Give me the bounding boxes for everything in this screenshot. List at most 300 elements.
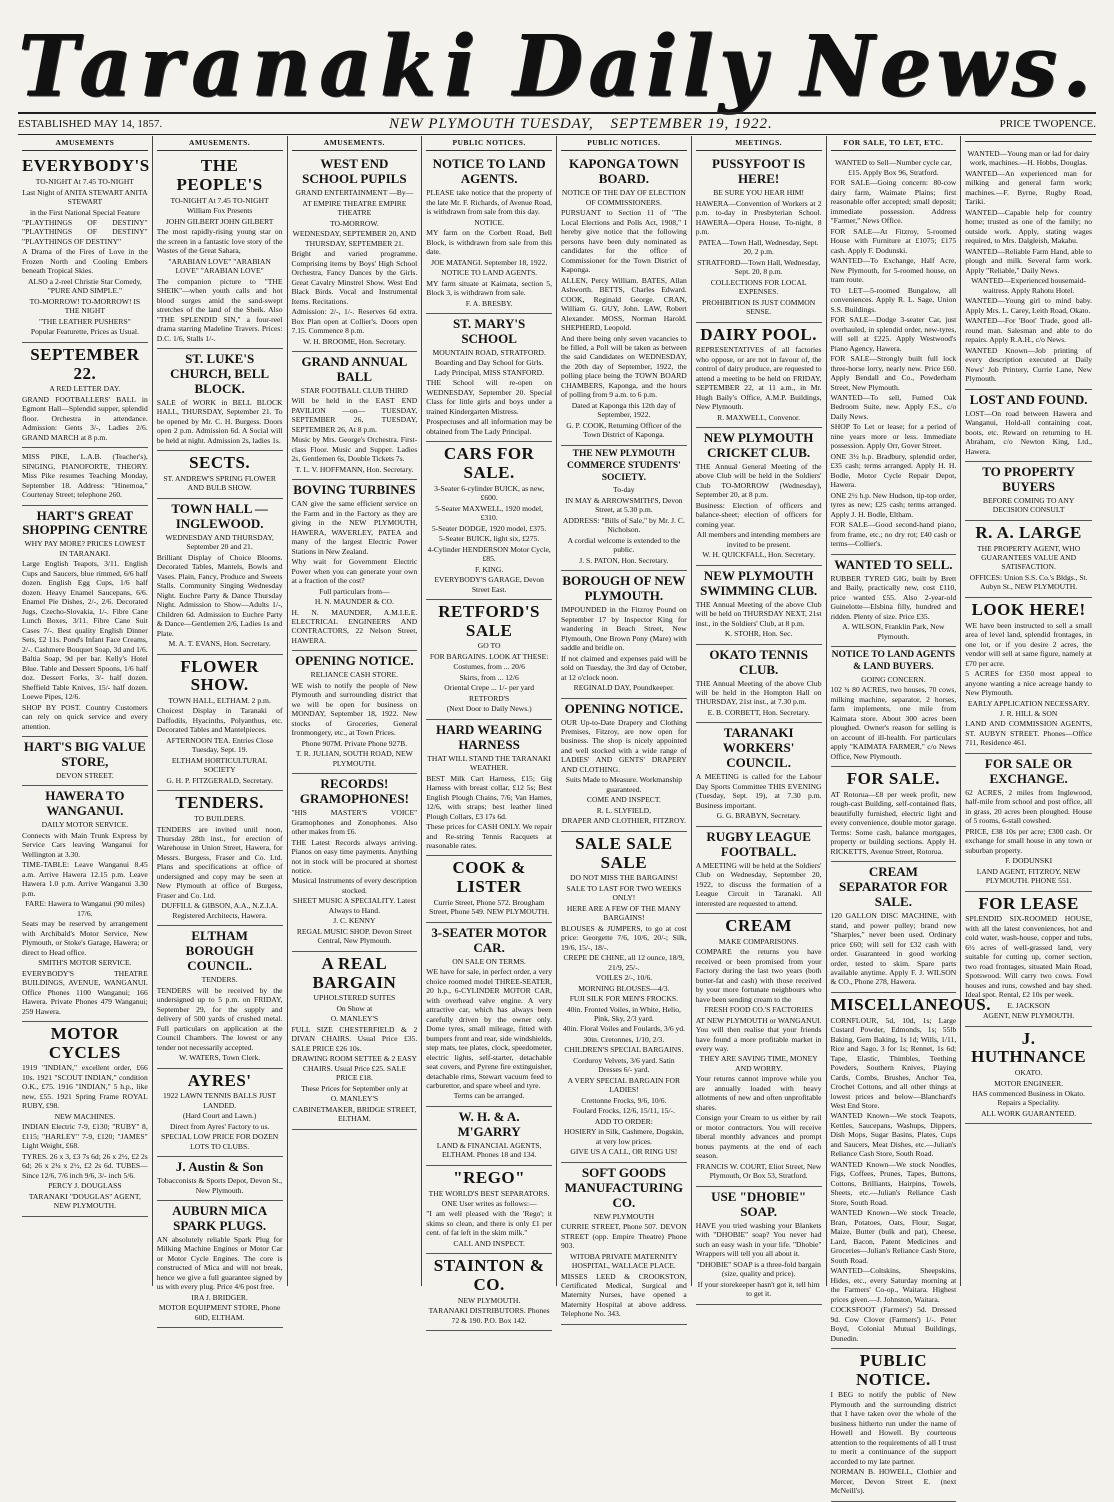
- ad-text: WHY PAY MORE? PRICES LOWEST IN TARANAKI.: [24, 539, 146, 558]
- ad-text: NOTICE TO LAND AGENTS.: [441, 268, 538, 278]
- ad-text: FUJI SILK FOR MEN'S FROCKS.: [569, 994, 679, 1004]
- ad-title: BOVING TURBINES: [293, 482, 416, 498]
- ad-text: GRAND FOOTBALLERS' BALL in Egmont Hall—Splendid supper, splendid floor. Orchestra in attendance. Admission: Gents 3/-, Ladies 2/6. GRAND MARCH at 8 p.m.: [22, 394, 148, 442]
- ad-text: VOILES 2/-, 10/6.: [595, 973, 653, 983]
- ad-text: Popular Featurette, Prices as Usual.: [30, 327, 139, 337]
- advertisement: [157, 1201, 283, 1328]
- ad-title: HARD WEARING HARNESS: [435, 721, 543, 752]
- ad-text: CORNFLOUR, 5d, 10d, 1s; Large Custard Powder, Edmonds, 1s; 55lb Baking, Gem Baking, 1s 1d; Wills, 1/11, Rice and Sago, 3 for 1s; Rennet, 1s 6d; Tape, Elastic, Thimbles, Teething Powders, Southern Knives, Playing Cards, Combs, Brushes, Anchor Tea, Crochet Cottons, and all other things at lowest prices and below—Blanchard's West End Store.: [830, 1015, 957, 1110]
- ad-text: A MEETING will be held at the Soldiers' Club on Wednesday, September 20, 1922, to discuss the formation of a League Circuit in Taranaki. All interested are requested to attend.: [695, 860, 822, 908]
- ad-title: "REGO": [453, 1167, 526, 1187]
- date-text: SEPTEMBER 19, 1922.: [610, 115, 773, 132]
- ad-title: MISCELLANEOUS.: [830, 994, 992, 1014]
- ad-text: HOSIERY in Silk, Cashmere, Dogskin, at very low prices.: [564, 1127, 684, 1146]
- ad-text: 40in. Fronted Voiles, in White, Helio, Pink, Sky, 2/3 yard.: [566, 1004, 681, 1023]
- ad-text: NEW PLYMOUTH: [593, 1211, 655, 1221]
- ad-text: THE PROPERTY AGENT, WHO GUARANTEES VALUE AND SATISFACTION.: [977, 543, 1081, 572]
- advertisement: [426, 154, 552, 314]
- advertisement: [561, 699, 687, 832]
- advertisement: [965, 1027, 1092, 1125]
- ad-text: WE wish to notify the people of New Plymouth and surrounding district that we will be open for business on MONDAY, September 18, 1922. New stocks of Groceries, General Ironmongery, etc., at Town Prices.: [291, 680, 418, 738]
- ad-text: MISS PIKE, L.A.B. (Teacher's), SINGING, PIANOFORTE, THEORY. Miss Pike resumes Teaching Monday, September 18. Address: "Hinemoa," Courtenay Street; telephone 260.: [22, 452, 148, 500]
- advertisement: [561, 832, 687, 1163]
- ad-text: THE Latest Records always arriving. Pianos on easy time payments. Anything not in stock will be procured at shortest notice.: [291, 837, 418, 875]
- ad-text: COLLECTIONS FOR LOCAL EXPENSES.: [710, 277, 807, 297]
- ad-text: TOWN HALL, ELTHAM. 2 p.m.: [168, 695, 271, 705]
- ad-text: FOR SALE—Going concern: 80-cow dairy farm, Waimate Plains; first reasonable offer accepted; small deposit; immediate possession. Address "Farmer," News Office.: [830, 178, 957, 226]
- ad-title: HART'S GREAT SHOPPING CENTRE: [22, 507, 148, 538]
- advertisement: [965, 390, 1092, 462]
- ad-text: PRICE, £38 10s per acre; £300 cash. Or exchange for small house in any town or suburban property.: [965, 826, 1092, 855]
- ad-text: REGINALD DAY, Poundkeeper.: [573, 683, 675, 693]
- ad-text: SHEET MUSIC A SPECIALITY. Latest Always to Hand.: [293, 896, 416, 915]
- ad-text: FOR SALE—At Fitzroy, 5-roomed House with Furniture at £1075; £175 cash. Apply F. Dodunski.: [830, 226, 957, 255]
- ad-text: SPECIAL LOW PRICE FOR DOZEN LOTS TO CLUBS.: [160, 1132, 279, 1151]
- ad-text: BEFORE COMING TO ANY DECISION CONSULT: [982, 495, 1075, 515]
- ad-text: AN absolutely reliable Spark Plug for Milking Machine Engines or Motor Car or Motor Cycle Engines. The core is constructed of Mica and will not break, hence we give a full guarantee signed by us with every plug. Price 4/6 post free.: [156, 1234, 283, 1292]
- ad-text: GRAND ENTERTAINMENT —By—: [295, 188, 414, 198]
- ad-title: DAIRY POOL.: [700, 324, 817, 344]
- ad-text: 1922 LAWN TENNIS BALLS JUST LANDED.: [163, 1091, 277, 1110]
- advertisement: [22, 506, 148, 738]
- ad-text: DO NOT MISS THE BARGAINS!: [570, 873, 678, 883]
- ad-title: A REAL BARGAIN: [312, 953, 397, 992]
- ad-text: DUFFILL & GIBSON, A.A., N.Z.I.A. Registered Architects, Hawera.: [161, 901, 278, 920]
- ad-text: PLEASE take notice that the property of the late Mr. F. Richards, of Avenue Road, is withdrawn from sale from this day.: [426, 188, 552, 217]
- ad-text: HAWERA—Convention of Workers at 2 p.m. to-day in Presbyterian School. HAWERA—Opera House, To-night, 8 p.m.: [695, 198, 822, 237]
- ad-text: ONE User writes as follows:—: [441, 1198, 537, 1208]
- advertisement: [561, 571, 687, 698]
- ad-text: STAR FOOTBALL CLUB THIRD: [300, 385, 408, 395]
- ad-text: SHOP To Let or lease; for a period of nine years more or less. Immediate possession. Apply Orr, Gover Street.: [830, 422, 957, 451]
- ad-text: The most rapidly-rising young star on the screen in a fantastic love story of the Wastes of the Great Sahara,: [156, 227, 283, 256]
- ad-text: A. WILSON, Franklin Park, New Plymouth.: [842, 622, 945, 641]
- ad-text: WANTED Known—Job printing of every description executed at Daily News' Job Printery, Currie Lane, New Plymouth.: [965, 345, 1092, 384]
- ad-text: FOR BARGAINS. LOOK AT THESE:: [429, 651, 549, 661]
- advertisement: [292, 651, 418, 774]
- advertisement: [22, 343, 148, 448]
- advertisement: [831, 647, 957, 767]
- ad-text: WANTED—Capable help for country home; trusted as one of the family; no outside work. Apply, stating wages required, to Mrs. Dalgleish, Makahu.: [965, 207, 1092, 246]
- ad-text: WE have for sale, in perfect order, a very choice roomed model THREE-SEATER, 20 h.p., 6-CYLINDER MOTOR CAR, with overhead valve engine. A very attractive car, which has always been carefully driven by the owner only. Dome tyres, small mileage, fitted with bumpers front and rear, side windshields, step mats, tee plates, clock, speedometer, electric lights, self-starter, detachable seat covers, and Pyrene fire extinguisher, detachable rims, Stewart vacuum feed to carburettor, and spare wheel and tyre.: [426, 967, 552, 1090]
- ad-text: GIVE US A CALL, OR RING US!: [570, 1147, 678, 1157]
- ad-text: 40in. Floral Voiles and Foulards, 3/6 yd.: [562, 1024, 686, 1034]
- ad-text: Seats may be reserved by arrangement with Archibald's Motor Service, New Plymouth, or Stoke's Garage, Hawera; or direct to Head office.: [22, 919, 148, 957]
- newspaper-column: [422, 136, 557, 1325]
- ad-text: COMPARE the returns you have received or been promised from your Factory during the last two years (both butter-fat and cash) with those received by your more fortunate neighbours who have been sending cream to the: [695, 947, 822, 1004]
- ad-text: Dated at Kaponga this 12th day of September, 1922.: [571, 400, 676, 420]
- ad-title: OKATO TENNIS CLUB.: [709, 646, 808, 677]
- ad-text: OFFICES: Union S.S. Co.'s Bldgs., St. Aubyn St., NEW PLYMOUTH.: [969, 572, 1088, 592]
- ad-text: BE SURE YOU HEAR HIM!: [713, 188, 805, 198]
- masthead: [18, 14, 1096, 116]
- ad-title: RECORDS! GRAMOPHONES!: [299, 776, 409, 807]
- ad-text: Full particulars from—: [319, 586, 390, 596]
- ad-text: FOR SALE—Good second-hand piano, from frame, etc.; no dry rot; £40 cash or terms—Collier's.: [830, 520, 957, 549]
- ad-title: FOR LEASE: [978, 893, 1079, 913]
- issue-date: [383, 116, 779, 133]
- ad-text: Musical Instruments of every description stocked.: [291, 876, 417, 895]
- ad-title: OPENING NOTICE.: [564, 700, 684, 716]
- ad-text: "ARABIAN LOVE" "ARABIAN LOVE" "ARABIAN LOVE": [168, 256, 271, 276]
- ad-text: These prices for CASH ONLY. We repair and Re-string Tennis Racquets at reasonable rates.: [426, 822, 552, 850]
- advertisement: [292, 480, 418, 651]
- ad-title: TO PROPERTY BUYERS: [982, 463, 1076, 494]
- advertisement: [831, 1349, 957, 1502]
- advertisement: [696, 645, 822, 724]
- ad-text: 5-Seater DODGE, 1920 model, £375.: [431, 523, 547, 533]
- ad-title: SECTS.: [189, 453, 251, 473]
- ad-text: H. N. MAUNDER & CO.: [314, 597, 394, 607]
- advertisement: [830, 993, 992, 1349]
- ad-text: WANTED—Reliable Farm Hand, able to plough and milk. Several farm work. Apply "Reliable," Daily News.: [965, 246, 1092, 275]
- ad-text: WANTED—An experienced man for milking and general farm work; machines.—F. Byrne, Rugby Road, Tariki.: [965, 168, 1092, 207]
- ad-text: E. JACKSON: [1007, 1000, 1050, 1010]
- ad-title: SEPTEMBER 22.: [30, 344, 140, 383]
- ad-text: LOST—On road between Hawera and Wanganui, Hold-all containing coat, boots, etc. Reward on returning to H. Abraham, c/o Newton King, Ltd., Hawera.: [965, 408, 1092, 456]
- ad-text: WANTED—Coltskins, Sheepskins, Hides, etc., every Saturday morning at the Farmers' Co-op., Waitara. Highest prices given.—J. Johnston, Waitara.: [830, 1266, 957, 1304]
- ad-text: J. R. HILL & SON: [999, 708, 1058, 718]
- ad-text: Costumes, from ... 20/6: [453, 662, 525, 672]
- advertisement: [831, 862, 957, 993]
- ad-text: SPLENDID SIX-ROOMED HOUSE, with all the latest conveniences, hot and cold water, wash-house, copper and tubs, 6½ acres of well-grassed land, very suitable for cutting up, corner section, two road frontages, situated Main Road, Spotswood. Will carry two cows. Fowl houses and runs, cowshed and bay shed. Ideal spot. Rental, £2 10s per week.: [965, 914, 1092, 1000]
- ad-text: G. P. COOK, Returning Officer of the Town District of Kaponga.: [566, 420, 682, 440]
- advertisement: [696, 1187, 822, 1305]
- advertisement: [831, 767, 957, 862]
- masthead-title-word: Daily: [512, 16, 772, 116]
- ad-text: STRATFORD—Town Hall, Wednesday, Sept. 20, 8 p.m.: [697, 257, 821, 277]
- advertisement: [696, 723, 822, 826]
- ad-text: RELIANCE CASH STORE.: [310, 670, 399, 680]
- newspaper-column: [153, 136, 288, 1322]
- ad-text: in the First National Special Feature: [29, 207, 140, 217]
- ad-text: TO-NIGHT At 7.45 TO-NIGHT: [170, 195, 269, 205]
- advertisement: [292, 774, 418, 952]
- ad-text: AT NEW PLYMOUTH or WANGANUI. You will then realise that your friends have found a more profitable market in every way.: [695, 1015, 822, 1053]
- ad-text: PURSUANT to Section 11 of "The Local Elections and Polls Act, 1908," I hereby give notice that the following persons have been duly nominated as candidates for the office of Commissioner for the Town District of Kaponga.: [561, 208, 687, 275]
- ad-text: TENDERS are invited until noon, Thursday 28th inst., for erection of Warehouse in Union Street, Hawera, for Messrs. Burgess, Fraser and Co. Ltd. Plans and specifications at office of undersigned and copy may be seen at New Plymouth at office of Burgess, Fraser and Co. Ltd.: [156, 824, 283, 900]
- ad-text: Currie Street, Phone 572. Brougham Street, Phone 549. NEW PLYMOUTH.: [429, 897, 550, 917]
- advertisement: [965, 521, 1092, 598]
- ad-text: FOR SALE—Strongly built full lock three-horse lorry, nearly new. Price £60. Apply Bendall and Co., Powderham Street, New Plymouth.: [830, 354, 957, 392]
- ad-title: FLOWER SHOW.: [180, 656, 259, 695]
- ad-text: Tobacconists & Sports Depot, Devon St., New Plymouth.: [157, 1176, 283, 1195]
- ad-text: BLOUSES & JUMPERS, to go at cost price: Georgette 7/6, 10/6, 20/-; Silk, 19/6, 15/-, 18/-.: [561, 923, 687, 952]
- ad-text: PROHIBITION IS JUST COMMON SENSE.: [702, 297, 816, 317]
- ad-text: MOTOR EQUIPMENT STORE, Phone 60D, ELTHAM.: [158, 1303, 281, 1322]
- ad-text: REGAL MUSIC SHOP. Devon Street Central, New Plymouth.: [296, 926, 412, 946]
- ad-text: AT EMPIRE THEATRE EMPIRE THEATRE: [302, 198, 407, 218]
- ad-text: "DHOBIE" SOAP is a three-fold bargain (size, quality and price).: [696, 1259, 821, 1279]
- ad-text: Brilliant Display of Choice Blooms. Decorated Tables, Mantels, Bowls and Vases. Plain, Fancy, Produce and Sweets Stalls. Community Singing Wednesday Night. Euchre Party & Dance Thursday Night. Admission to Show—Adults 1/-, Children 6d. Admission to Euchre Party & Dance—Gentlemen 2/6, Ladies 1s and Plate.: [156, 552, 283, 638]
- ad-text: CURRIE STREET, Phone 507. DEVON STREET (opp. Empire Theatre) Phone 903.: [561, 1222, 687, 1251]
- ad-text: FRANCIS W. COURT, Eliot Street, New Plymouth, Or Box 53, Stratford.: [696, 1161, 822, 1181]
- ad-text: E. B. CORBETT, Hon. Secretary.: [707, 707, 810, 717]
- ad-text: TO-MORROW! TO-MORROW! IS THE NIGHT: [29, 296, 141, 316]
- ad-text: On Show at: [336, 1003, 373, 1013]
- ad-text: EVERYBODY'S GARAGE, Devon Street East.: [434, 575, 544, 594]
- advertisement: [292, 352, 418, 480]
- ad-text: "PLAYTHINGS OF DESTINY" "PLAYTHINGS OF DESTINY" "PLAYTHINGS OF DESTINY": [22, 218, 148, 246]
- ad-text: FULL SIZE CHESTERFIELD & 2 DIVAN CHAIRS. Usual Price £35. SALE PRICE £26 10s.: [291, 1024, 418, 1053]
- ad-text: Why wait for Government Electric Power when you can generate your own at a fraction of the cost?: [291, 557, 418, 586]
- ad-title: LOST AND FOUND.: [969, 391, 1088, 407]
- ad-text: THE Annual Meeting of the above Club will be held on THURSDAY NEXT, 21st inst., in the Soldiers' Club, at 8 p.m.: [695, 599, 822, 628]
- ad-text: Admission: 2/-, 1/-. Reserves 6d extra. Box Plan open at Collier's. Doors open 7.15. Commence 8 p.m.: [291, 307, 418, 336]
- advertisement: [696, 914, 822, 1187]
- ad-text: IN MAY & ARROWSMITH'S, Devon Street, at 5.30 p.m.: [565, 495, 683, 515]
- ad-text: AT Rotorua—£8 per week profit, new rough-cast Building, self-contained flats, beautifully furnished, electric light and every convenience, double motor garage. Terms: Some cash, balance mortgages, property or building sections. Apply H. RICKETTS, Avenue Street, Rotorua.: [830, 789, 957, 856]
- ad-text: To-day: [613, 485, 635, 495]
- ad-text: F. DODUNSKI: [1005, 856, 1053, 866]
- ad-text: Boarding and Day School for Girls. Lady Principal, MISS STANFORD.: [434, 358, 544, 377]
- ad-text: Consign your Cream to us either by rail or motor contractors. You will receive liberal monthly advances and prompt bonus payments at the end of each season.: [695, 1113, 822, 1161]
- column-header: FOR SALE, TO LET, ETC.: [831, 136, 957, 151]
- ad-text: ALSO a 2-reel Christie Star Comedy, "PURE AND SIMPLE.": [27, 276, 142, 296]
- place-day: NEW PLYMOUTH TUESDAY,: [388, 115, 594, 132]
- ad-text: TYRES. 26 x 3, £3 7s 6d; 26 x 2½, £2 2s 6d; 26 x 2¼ x 2½, £2 2s 6d. TUBES—Since 12/6, 7/6 inch 9/6, 3/- inch 5/6.: [22, 1151, 148, 1180]
- advertisement: [426, 600, 552, 720]
- advertisement: [157, 1069, 283, 1158]
- ad-text: 1919 "INDIAN," excellent order, £66 10s. 1921 "SCOUT INDIAN," condition O.K., £75. 1916 "INDIAN," 5 h.p., like new, £55. 1921 Spring Frame ROYAL RUBY, £98.: [22, 1063, 148, 1111]
- ad-text: Will be held in the EAST END PAVILION —on— TUESDAY, SEPTEMBER 26, TUESDAY, SEPTEMBER 26, At 8 p.m.: [291, 396, 418, 434]
- ad-title: USE "DHOBIE" SOAP.: [711, 1188, 807, 1219]
- ad-text: DRAPER AND CLOTHIER, FITZROY.: [561, 816, 686, 826]
- ad-title: NOTICE TO LAND AGENTS & LAND BUYERS.: [831, 650, 956, 672]
- ad-text: All members and intending members are invited to be present.: [696, 530, 821, 549]
- ad-text: HAS commenced Business in Okato. Repairs a Speciality.: [972, 1089, 1086, 1108]
- advertisement: [965, 462, 1092, 521]
- ad-text: JOE MATANGI. September 18, 1922.: [431, 257, 548, 267]
- ad-text: Terms can be arranged.: [453, 1091, 525, 1101]
- ad-text: These Prices for September only at: [301, 1083, 408, 1093]
- ad-text: MORNING BLOUSES—4/3.: [578, 983, 670, 993]
- ad-text: G. H. P. FITZGERALD, Secretary.: [166, 775, 273, 785]
- ad-text: NEW PLYMOUTH.: [457, 1295, 521, 1305]
- ad-text: THE School will re-open on WEDNESDAY, September 20. Special Class for little girls and boys under a trained Kindergarten Mistress.: [426, 378, 552, 416]
- ad-title: CREAM SEPARATOR FOR SALE.: [839, 864, 948, 910]
- advertisement: [426, 1166, 552, 1255]
- ad-title: COOK & LISTER: [452, 858, 526, 897]
- ad-title: RUGBY LEAGUE FOOTBALL.: [706, 828, 811, 859]
- column-header: AMUSEMENTS: [22, 136, 148, 151]
- ad-text: INDIAN Electric 7-9, £130; "RUBY" 8, £115; "HARLEY" 7-9, £120; "JAMES" Light Weight, £68.: [22, 1122, 148, 1151]
- ad-text: THE WORLD'S BEST SEPARATORS.: [428, 1188, 550, 1198]
- ad-text: FOR SALE—Dodge 3-seater Car, just overhauled, in splendid order, new-tyres, will sell at £225. Apply Westwood's Piano Agency, Hawera.: [830, 315, 957, 353]
- ad-text: ON SALE ON TERMS.: [452, 956, 526, 966]
- advertisement: [22, 737, 148, 786]
- ad-text: AGENT, NEW PLYMOUTH.: [982, 1011, 1075, 1021]
- ad-text: TENDERS.: [201, 975, 238, 985]
- ad-text: GO TO: [477, 641, 501, 651]
- ad-title: AYRES': [187, 1070, 252, 1090]
- advertisement: [157, 499, 283, 655]
- ad-text: WANTED—To sell, Fumed Oak Bedroom Suite, new. Apply F.S., c/o Daily News.: [830, 393, 957, 421]
- advertisement: [157, 154, 283, 349]
- ad-text: Last Night of ANITA STEWART ANITA STEWART: [22, 187, 148, 207]
- ad-text: DEVON STREET.: [56, 770, 114, 780]
- ad-text: If your storekeeper hasn't got it, tell him to get it.: [697, 1279, 820, 1299]
- price-note: PRICE TWOPENCE.: [999, 118, 1096, 130]
- ad-title: PUBLIC NOTICE.: [855, 1351, 931, 1389]
- ad-title: HAWERA TO WANGANUI.: [45, 788, 125, 819]
- advertisement: [696, 323, 822, 429]
- ad-text: J. S. PATON, Hon. Secretary.: [579, 555, 669, 565]
- ad-text: FARE: Hawera to Wanganui (90 miles) 17/6.: [25, 899, 145, 918]
- ad-title: WANTED TO SELL.: [834, 556, 953, 572]
- ad-text: Prospectuses and all information may be obtained from The Lady Principal.: [426, 417, 552, 436]
- ad-text: CAN give the same efficient service on the Farm and in the Factory as they are giving in the NEW PLYMOUTH, HAWERA, WAVERLEY, PATEA and many of the largest Electric Power Stations in New Zealand.: [291, 499, 418, 556]
- ad-text: 5-Seater BUICK, light six, £275.: [439, 534, 540, 544]
- ad-text: PERCY J. DOUGLASS: [48, 1181, 122, 1191]
- ad-text: "HIS MASTER'S VOICE" Gramophones and Zonophones. Also other makes from £6.: [291, 808, 418, 837]
- ad-title: ST. MARY'S SCHOOL: [452, 316, 526, 346]
- ad-text: ONE 2½ h.p. New Hudson, tip-top order, tyres as new; £25 cash; terms arranged. Apply J. H. Bodle, Eltham.: [830, 490, 957, 519]
- ad-text: TO BUILDERS.: [194, 814, 246, 824]
- ad-title: NOTICE TO LAND AGENTS.: [432, 156, 546, 187]
- ad-text: M. A. T. EVANS, Hon. Secretary.: [168, 639, 271, 649]
- advertisement: [157, 655, 283, 792]
- ad-text: DAILY MOTOR SERVICE.: [41, 820, 129, 830]
- ad-text: ALLEN, Percy William. BATES, Allan Ashworth. BETTS, Charles Edward. COOK, Reginald George. CRAN, William G. GUY, John. LAW, Robert Alexander. MOSS, Norman Harold. SHEPHERD, Leopold.: [561, 275, 687, 333]
- advertisement: [831, 555, 957, 647]
- ad-text: TO-MORROW.: [330, 218, 379, 228]
- ad-text: THAT WILL STAND THE TARANAKI WEATHER.: [427, 753, 551, 773]
- ad-text: R. MAXWELL, Convenor.: [717, 412, 801, 422]
- ad-text: MOTOR ENGINEER.: [994, 1078, 1064, 1088]
- ad-title: TOWN HALL — INGLEWOOD.: [171, 500, 268, 531]
- ad-text: TARANAKI DISTRIBUTORS. Phones 72 & 190. P.O. Box 142.: [428, 1306, 550, 1325]
- ad-text: Direct from Ayres' Factory to us.: [169, 1121, 270, 1131]
- ad-text: MOUNTAIN ROAD, STRATFORD.: [432, 347, 546, 357]
- ad-text: T. R. JULIAN, SOUTH ROAD, NEW PLYMOUTH.: [295, 749, 413, 768]
- ad-text: F. A. BRESBY.: [465, 298, 513, 308]
- ad-text: G. G. BRABYN, Secretary.: [716, 811, 801, 821]
- advertisement: [426, 314, 552, 442]
- ad-text: CHILDREN'S SPECIAL BARGAINS.: [564, 1045, 684, 1055]
- ad-text: CABINETMAKER, BRIDGE STREET, ELTHAM.: [292, 1104, 417, 1124]
- ad-text: LAND AND COMMISSION AGENTS, ST. AUBYN STREET. Phones—Office 711, Residence 461.: [965, 719, 1092, 748]
- advertisement: [696, 154, 822, 322]
- ad-text: IMPOUNDED in the Fitzroy Pound on September 17 by Inspector King for wandering in Beach Street, New Plymouth, One Brown Pony (Mare) with saddle and bridle on.: [561, 605, 687, 653]
- ad-text: LAND AGENT, FITZROY, NEW PLYMOUTH. PHONE 551.: [976, 866, 1081, 886]
- ad-text: O. MANLEY'S: [330, 1014, 379, 1024]
- ad-title: NEW PLYMOUTH SWIMMING CLUB.: [700, 567, 818, 598]
- ad-text: CREPE DE CHINE, all 12 ounce, 18/9, 21/9, 25/-.: [563, 953, 685, 972]
- ad-text: Choicest Display in Taranaki of Daffodils, Hyacinths, Polyanthus, etc. Decorated Tables and Mantelpieces.: [156, 706, 283, 735]
- advertisement: [157, 926, 283, 1068]
- ad-text: And there being only seven vacancies to be filled, a Poll will be taken as between the said Candidates on WEDNESDAY, the 20th day of September, 1922, the polling place being the TOWN BOARD CHAMBERS, Kaponga, and the hours of polling from 9 a.m. to 6 p.m.: [561, 333, 687, 400]
- ad-text: Suits Made to Measure. Workmanship guaranteed.: [565, 775, 683, 794]
- ad-title: NEW PLYMOUTH CRICKET CLUB.: [703, 430, 814, 461]
- ad-text: J. C. KENNY: [333, 916, 376, 926]
- ad-text: 62 ACRES, 2 miles from Inglewood, half-mile from school and post office, all in grass, 20 acres been ploughed. House of 5 rooms, 6-stall cowshed.: [965, 787, 1092, 826]
- ad-text: R. L. SLYFIELD,: [596, 805, 652, 815]
- ad-title: CARS FOR SALE.: [443, 444, 535, 482]
- ad-text: EVERYBODY'S THEATRE BUILDINGS, AVENUE, WANGANUI. Office Phones 1100 Wanganui; 166 Hawera. Private Phones 479 Wanganui; 259 Hawera.: [22, 968, 148, 1016]
- ad-text: Skirts, from ... 12/6: [459, 672, 519, 682]
- ad-title: HART'S BIG VALUE STORE,: [23, 739, 146, 770]
- ad-text: A cordial welcome is extended to the public.: [567, 535, 681, 555]
- ad-text: A RED LETTER DAY.: [49, 384, 121, 394]
- ad-title: EVERYBODY'S: [22, 156, 150, 176]
- ad-text: 102 ¾ 80 ACRES, two houses, 70 cows, milking machine, separator, 2 horses, farm implements, one mile from Kaimata store. About 300 acres been ploughed. Owner's reason for selling is on account of ill-health. For particulars apply "KAIMATA FARMER," c/o News Office, New Plymouth.: [830, 685, 957, 761]
- ad-title: TARANAKI WORKERS' COUNCIL.: [722, 725, 795, 771]
- ad-text: WITOBA PRIVATE MATERNITY HOSPITAL, WALLACE PLACE.: [570, 1251, 678, 1271]
- ad-text: K. STOHR, Hon. Sec.: [724, 629, 793, 639]
- ad-text: WEDNESDAY, SEPTEMBER 20, AND THURSDAY, SEPTEMBER 21.: [292, 229, 417, 248]
- ad-title: KAPONGA TOWN BOARD.: [569, 156, 679, 187]
- column-header: PUBLIC NOTICES.: [561, 136, 687, 151]
- advertisement: [426, 442, 552, 600]
- newspaper-column: [827, 136, 992, 1496]
- newspaper-column: [692, 136, 827, 1299]
- advertisement: [561, 154, 687, 445]
- ad-text: WANTED Known—We stock Teapots, Kettles, Saucepans, Washups, Dippers, Dish Mops, Sugar Basins, Plates, Cups and Saucers, Meat Dishes, etc.—Julian's Reliance Cash Store, South Road.: [830, 1111, 957, 1159]
- masthead-title-word: News.: [800, 16, 1096, 116]
- advertisement: [157, 451, 283, 499]
- advertisement: [831, 154, 957, 554]
- ad-title: THE NEW PLYMOUTH COMMERCE STUDENTS' SOCIETY.: [567, 448, 681, 483]
- established-note: ESTABLISHED MAY 14, 1857.: [18, 118, 163, 130]
- ad-text: BEST Milk Cart Harness, £15; Gig Harness with breast collar, £12 5s; Best English Plough Chains, 7/6; Van Hames, 12/6, with straps; best leather lined Plough Collars, £3 17s 6d.: [426, 773, 552, 821]
- advertisement: [965, 145, 1092, 390]
- advertisement: [157, 1157, 283, 1201]
- ad-text: SMITH'S MOTOR SERVICE.: [38, 958, 132, 968]
- ad-text: Business: Election of officers and balance-sheet; election of officers for coming year.: [695, 500, 822, 529]
- ad-title: STAINTON & CO.: [433, 1256, 545, 1295]
- ad-text: WANTED—Young man or lad for dairy work, machines.—H. Hobbs, Douglas.: [967, 149, 1090, 168]
- advertisement: [426, 1107, 552, 1166]
- ad-text: MAKE COMPARISONS.: [718, 936, 799, 946]
- advertisement: [696, 428, 822, 566]
- ad-text: Large English Teapots, 3/11. English Cups and Saucers, blue rimmed, 6/6 half dozen. English Egg Cups, 1/6 half dozen. Heavy Enamel Saucepans, 6/6. Enamel Pie Dishes, 2/-, 2/6. Decorated Jugs, Czecho-Slovakia, 1/-. Fibre Cane Lunch Boxes, 3/11. Fibre Cane Suit Cases 7/-. Best quality English Dinner Sets, £2 11s. Pond's Infant Face Creams, 2/-. Cashmere Bouquet Soap, 3d and 1/6. Baltia Soap, 9d per bar. Kelly's Hotel Blue. Table and Dessert Spoons, 1/6 half doz. Dessert Forks, 3/- half dozen. Sheffield Table Knives, 15/- half dozen. Loewe Pipes, 12/6.: [22, 559, 148, 702]
- ad-text: W. WATERS, Town Clerk.: [179, 1053, 261, 1063]
- ad-title: FOR SALE OR EXCHANGE.: [984, 755, 1073, 786]
- ad-text: WANTED—Young girl to mind baby. Apply Mrs. L. Carey, Leith Road, Okato.: [965, 296, 1092, 315]
- advertisement: [292, 952, 418, 1130]
- ad-text: I BEG to notify the public of New Plymouth and the surrounding district that I have taken over the whole of the business hitherto run under the name of Howell and Howell. By courteous attention to the requirements of all I trust to merit a continuance of the support accorded to my late partner.: [830, 1390, 957, 1466]
- ad-text: (Next Door to Daily News.): [446, 704, 532, 714]
- ad-text: "THE LEATHER PUSHERS": [38, 316, 131, 326]
- advertisement: [561, 446, 687, 572]
- ad-text: OUR Up-to-Date Drapery and Clothing Premises, Fitzroy, are now open for business. The shop is nicely appointed and well stocked with a wide range of LADIES' AND GENTS' DRAPERY AND CLOTHING.: [561, 717, 687, 774]
- columns: [18, 136, 1096, 1496]
- ad-text: MY farm situate at Kaimata, section 5, Block 3, is withdrawn from sale.: [426, 278, 552, 298]
- ad-text: FRESH FOOD CO.'S FACTORIES: [704, 1005, 813, 1015]
- ad-text: THE Annual General Meeting of the above Club will be held in the Soldiers' Club TO-MORROW (Wednesday), September 20, at 8 p.m.: [695, 461, 822, 500]
- ad-title: W. H. & A. M'GARRY: [457, 1108, 521, 1139]
- advertisement: [426, 856, 552, 922]
- ad-text: Connects with Main Trunk Express by Service Cars leaving Wanganui for Wellington at 3.30.: [22, 830, 148, 859]
- advertisement: [157, 349, 283, 451]
- advertisement: [426, 923, 552, 1107]
- ad-title: R. A. LARGE: [975, 522, 1082, 542]
- ad-text: Foulard Frocks, 12/6, 15/11, 15/-.: [572, 1106, 675, 1116]
- column-header: AMUSEMENTS.: [157, 136, 283, 151]
- advertisement: [22, 154, 148, 342]
- ad-title: ELTHAM BOROUGH COUNCIL.: [185, 928, 254, 974]
- advertisement: [22, 448, 148, 505]
- ad-title: J. Austin & Son: [175, 1159, 264, 1175]
- ad-text: COCKSFOOT (Farmers') 5d. Dressed 9d. Cow Clover (Farmers') 1/-. Peter Boyd, Colonial Mutual Buildings, Dunedin.: [830, 1305, 957, 1343]
- ad-text: (Hard Court and Lawn.): [182, 1111, 257, 1121]
- advertisement: [696, 827, 822, 914]
- ad-text: EARLY APPLICATION NECESSARY.: [967, 698, 1090, 708]
- advertisement: [22, 1022, 148, 1217]
- ad-text: NOTICE.: [474, 217, 504, 227]
- ad-title: BOROUGH OF NEW PLYMOUTH.: [562, 573, 686, 604]
